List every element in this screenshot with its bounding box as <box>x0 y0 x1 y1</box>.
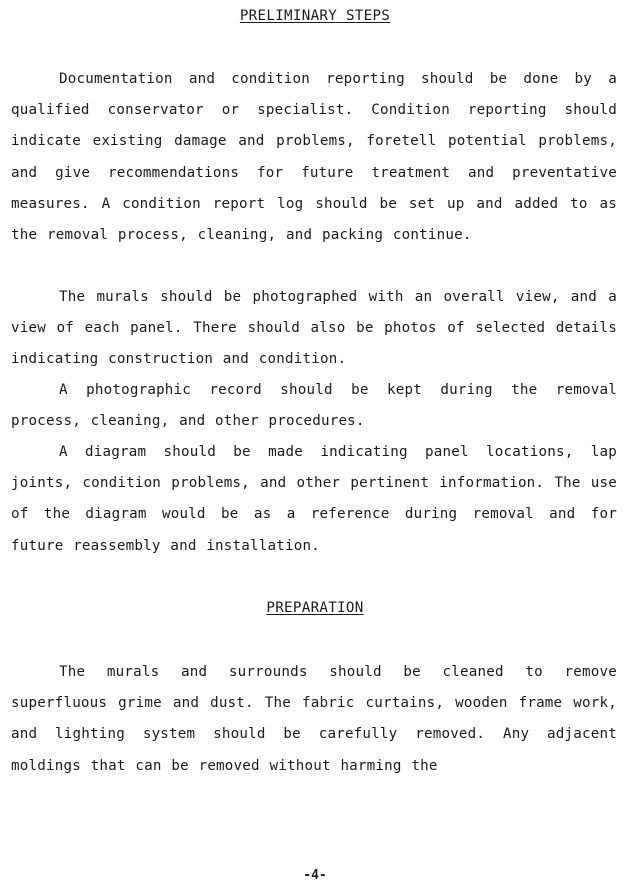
paragraph-documentation: Documentation and condition reporting should be done by a qualified conservator or specialist. Condition reporting should indicate existing damage and problems, foretell potential problems, and give recommendations for future treatment and preventative measures. A condition report log should be set up and added to as the removal process, cleaning, and packing continue. <box>11 71 617 244</box>
paragraph-photographic-record: A photographic record should be kept during the removal process, cleaning, and other procedures. <box>11 382 617 430</box>
page-number: -4- <box>303 868 327 883</box>
heading-preliminary-steps: PRELIMINARY STEPS <box>239 8 391 24</box>
paragraph-diagram: A diagram should be made indicating panel locations, lap joints, condition problems, and other pertinent information. The use of the diagram would be as a reference during removal and for future reassembly and installation. <box>11 444 617 554</box>
heading-preparation: PREPARATION <box>266 600 364 616</box>
paragraph-photographs: The murals should be photographed with an overall view, and a view of each panel. There should also be photos of selected details indicating construction and condition. <box>11 289 617 368</box>
paragraph-cleaning: The murals and surrounds should be cleaned to remove superfluous grime and dust. The fabric curtains, wooden frame work, and lighting system should be carefully removed. Any adjacent moldings that can be removed without harming the <box>11 664 617 774</box>
